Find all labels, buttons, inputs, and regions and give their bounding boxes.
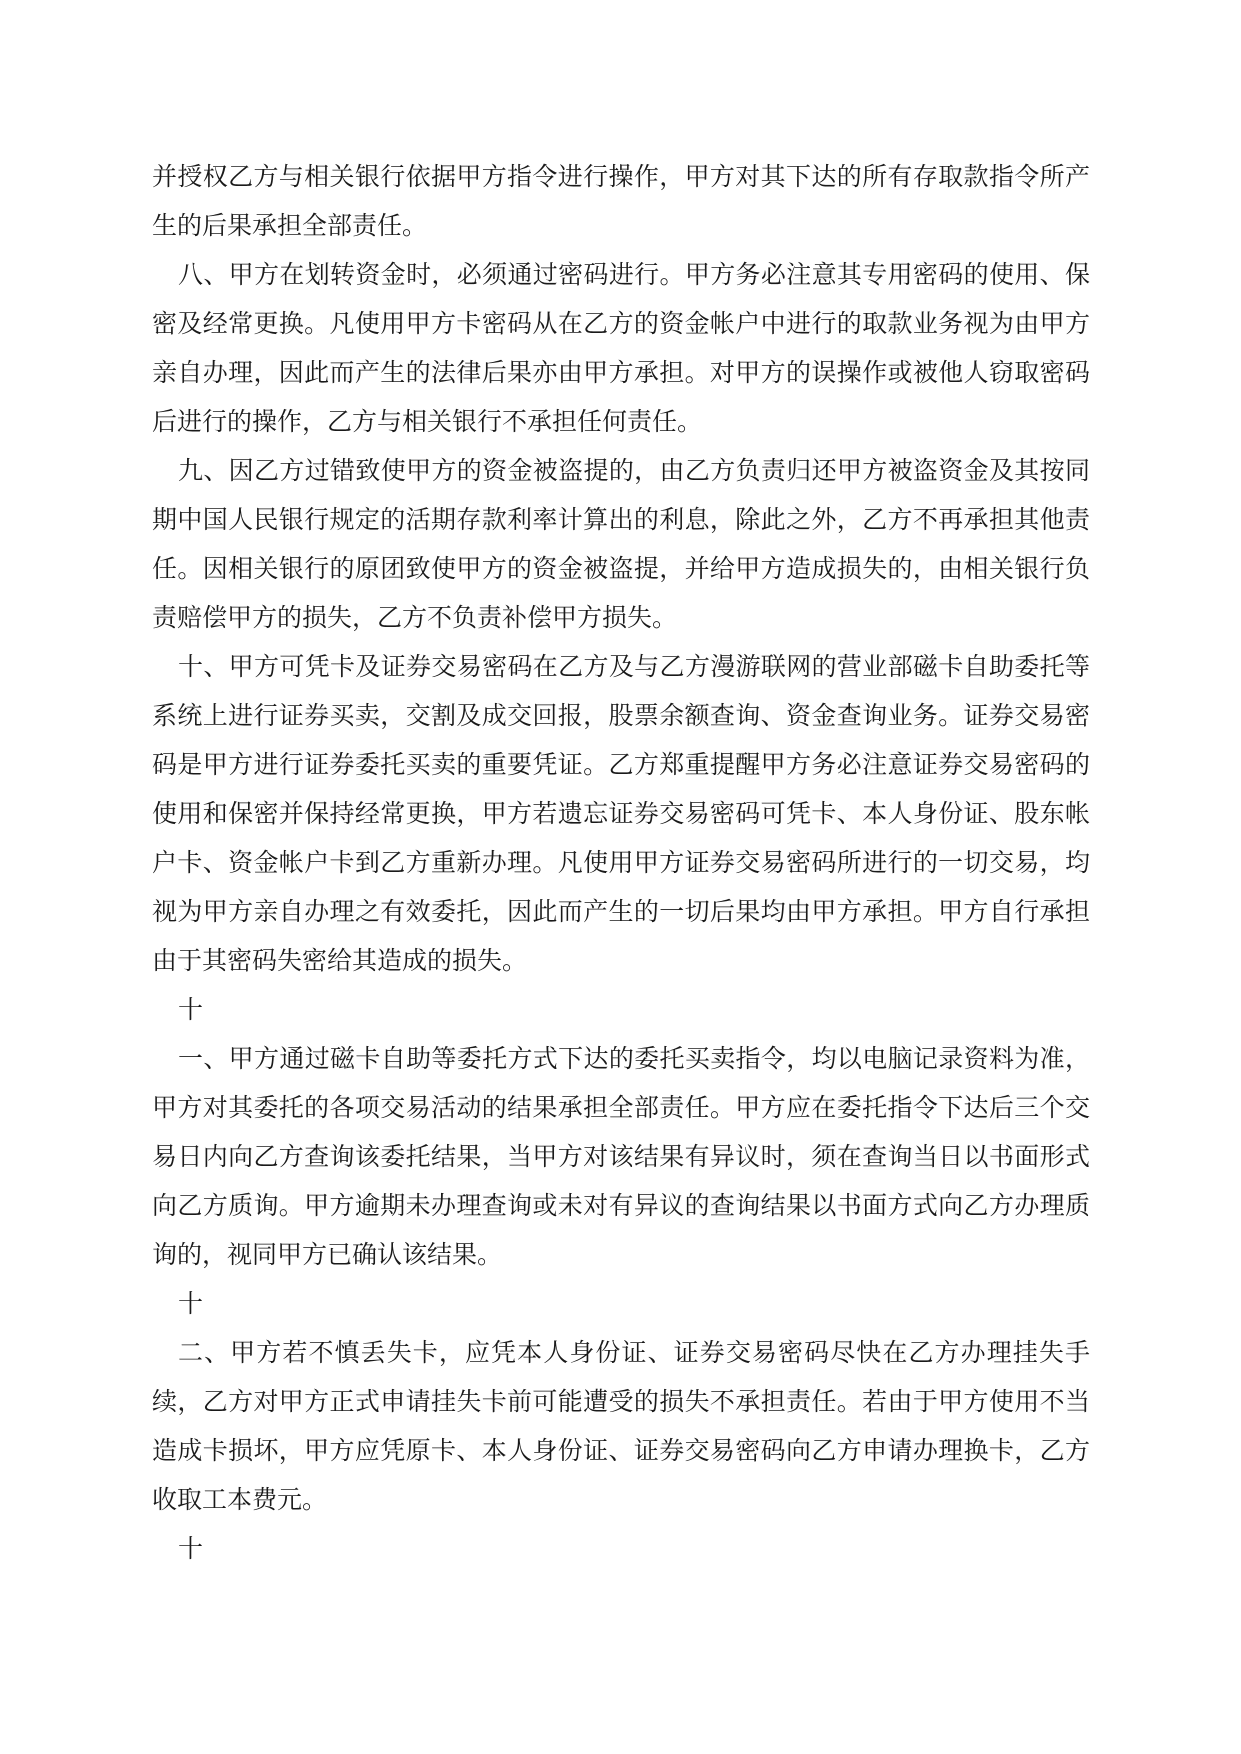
paragraph-clause-12: 二、甲方若不慎丢失卡，应凭本人身份证、证券交易密码尽快在乙方办理挂失手续，乙方对甲方正式申请挂失卡前可能遭受的损失不承担责任。若由于甲方使用不当造成卡损坏，甲方应凭原卡、本人身份证、证券交易密码向乙方申请办理换卡，乙方收取工本费元。 bbox=[152, 1338, 1090, 1514]
paragraph-clause-12-heading: 十 bbox=[178, 1289, 204, 1318]
paragraph-clause-11: 一、甲方通过磁卡自助等委托方式下达的委托买卖指令，均以电脑记录资料为准，甲方对其委托的各项交易活动的结果承担全部责任。甲方应在委托指令下达后三个交易日内向乙方查询该委托结果，当甲方对该结果有异议时，须在查询当日以书面形式向乙方质询。甲方逾期未办理查询或未对有异议的查询结果以书面方式向乙方办理质询的，视同甲方已确认该结果。 bbox=[152, 1044, 1090, 1269]
paragraph-clause-9: 九、因乙方过错致使甲方的资金被盗提的，由乙方负责归还甲方被盗资金及其按同期中国人民银行规定的活期存款利率计算出的利息，除此之外，乙方不再承担其他责任。因相关银行的原团致使甲方的资金被盗提，并给甲方造成损失的，由相关银行负责赔偿甲方的损失，乙方不负责补偿甲方损失。 bbox=[152, 456, 1090, 632]
paragraph-clause-13-heading: 十 bbox=[178, 1534, 204, 1563]
document-body bbox=[152, 152, 1090, 1573]
paragraph-clause-11-heading: 十 bbox=[178, 995, 204, 1024]
paragraph-clause-10: 十、甲方可凭卡及证券交易密码在乙方及与乙方漫游联网的营业部磁卡自助委托等系统上进行证券买卖，交割及成交回报，股票余额查询、资金查询业务。证券交易密码是甲方进行证券委托买卖的重要凭证。乙方郑重提醒甲方务必注意证券交易密码的使用和保密并保持经常更换，甲方若遗忘证券交易密码可凭卡、本人身份证、股东帐户卡、资金帐户卡到乙方重新办理。凡使用甲方证券交易密码所进行的一切交易，均视为甲方亲自办理之有效委托，因此而产生的一切后果均由甲方承担。甲方自行承担由于其密码失密给其造成的损失。 bbox=[152, 652, 1090, 975]
paragraph-clause-8: 八、甲方在划转资金时，必须通过密码进行。甲方务必注意其专用密码的使用、保密及经常更换。凡使用甲方卡密码从在乙方的资金帐户中进行的取款业务视为由甲方亲自办理，因此而产生的法律后果亦由甲方承担。对甲方的误操作或被他人窃取密码后进行的操作，乙方与相关银行不承担任何责任。 bbox=[152, 260, 1090, 436]
paragraph-continuation: 并授权乙方与相关银行依据甲方指令进行操作，甲方对其下达的所有存取款指令所产生的后果承担全部责任。 bbox=[152, 162, 1090, 240]
